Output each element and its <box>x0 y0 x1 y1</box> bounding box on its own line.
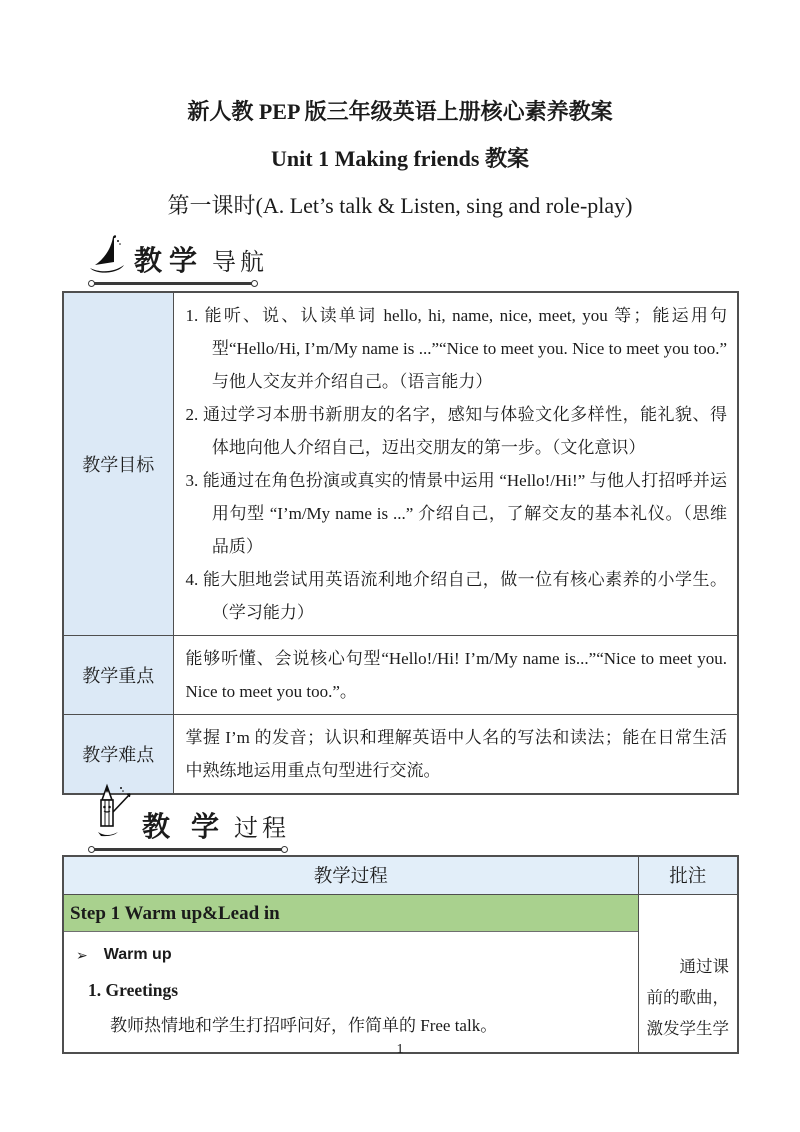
banner-underline <box>88 280 258 287</box>
banner-process-main-label: 教 学 <box>142 812 227 843</box>
section-banner-nav <box>88 234 268 287</box>
teaching-guide-table <box>62 291 739 795</box>
title-block <box>0 88 800 229</box>
objective-item: 2. 通过学习本册书新朋友的名字，感知与体验文化多样性，能礼貌、得体地向他人介绍自己，迈出交朋友的第一步。（文化意识） <box>185 405 727 457</box>
objective-item: 3. 能通过在角色扮演或真实的情景中运用 “Hello!/Hi!” 与他人打招呼并运用句型 “I’m/My name is ...” 介绍自己，了解交友的基本礼仪。（思维品质） <box>185 471 727 556</box>
warmup-label: Warm up <box>103 945 172 963</box>
row-label-difficult-points: 教学难点 <box>63 715 173 795</box>
banner-nav-sub-label: 导航 <box>212 249 269 276</box>
banner-process-sub-label: 过程 <box>234 815 291 842</box>
key-points-content: 能够听懂、会说核心句型“Hello!/Hi! I’m/My name is...”“Nice to meet you. Nice to meet you too.”。 <box>173 636 738 715</box>
teaching-process-table <box>62 855 739 1054</box>
banner-nav-main-label: 教学 <box>134 246 205 277</box>
page-number: 1 <box>396 1042 404 1057</box>
step1-content <box>64 932 638 1052</box>
sailboat-icon <box>88 234 126 276</box>
note-annotation-cell: 通过课前的歌曲，激发学生学 <box>638 894 738 1053</box>
greetings-heading: 1. Greetings <box>88 979 179 1000</box>
objective-item: 1. 能听、说、认读单词 hello, hi, name, nice, meet, you 等；能运用句型“Hello/Hi, I’m/My name is ...”“Nice to meet you. Nice to meet you too.” 与他人交友并介绍自己。（语言能力） <box>185 306 727 391</box>
step1-heading: Step 1 Warm up&Lead in <box>64 895 638 932</box>
row-label-key-points: 教学重点 <box>63 636 173 715</box>
table-row <box>63 292 738 636</box>
row-label-objectives: 教学目标 <box>63 292 173 636</box>
banner-underline <box>88 846 288 853</box>
arrow-bullet-icon: ➢ <box>76 946 88 963</box>
note-column-header: 批注 <box>638 856 738 894</box>
page-title-line1: 新人教 PEP 版三年级英语上册核心素养教案 <box>187 99 613 124</box>
greetings-paragraph: 教师热情地和学生打招呼问好，作简单的 Free talk。 <box>110 1015 498 1035</box>
pencil-character-icon <box>88 782 134 842</box>
section-banner-process <box>88 782 290 853</box>
process-body-row <box>63 894 738 1053</box>
objectives-content <box>173 292 738 636</box>
process-content-cell <box>63 894 638 1053</box>
process-header-row <box>63 856 738 894</box>
objective-item: 4. 能大胆地尝试用英语流利地介绍自己，做一位有核心素养的小学生。（学习能力） <box>185 570 727 622</box>
difficult-points-content: 掌握 I’m 的发音；认识和理解英语中人名的写法和读法；能在日常生活中熟练地运用重点句型进行交流。 <box>173 715 738 795</box>
warmup-heading <box>76 942 630 968</box>
page-title-line2: Unit 1 Making friends 教案 <box>271 146 529 171</box>
page-title-line3: 第一课时(A. Let’s talk & Listen, sing and role-play) <box>167 193 633 218</box>
process-column-header: 教学过程 <box>63 856 638 894</box>
table-row <box>63 636 738 715</box>
